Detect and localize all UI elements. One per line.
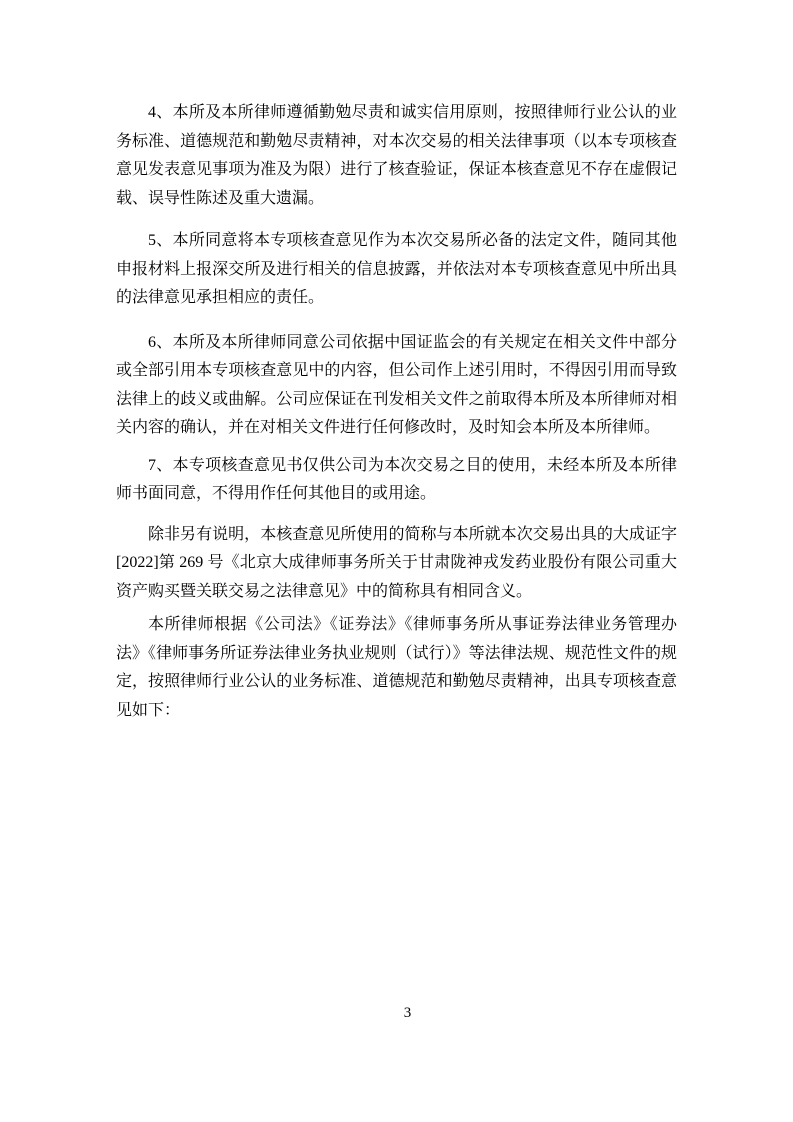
paragraph-definitions: 除非另有说明，本核查意见所使用的简称与本所就本次交易出具的大成证字[2022]第 269 号《北京大成律师事务所关于甘肃陇神戎发药业股份有限公司重大资产购买暨关联交易之法律意见》中的简称具有相同含义。 (116, 525, 677, 600)
page-number: 3 (403, 1005, 412, 1021)
paragraph-legal-basis: 本所律师根据《公司法》《证券法》《律师事务所从事证券法律业务管理办法》《律师事务所证券法律业务执业规则（试行）》等法律法规、规范性文件的规定，按照律师行业公认的业务标准、道德规范和勤勉尽责精神，出具专项核查意见如下： (116, 616, 677, 719)
paragraph-item-5: 5、本所同意将本专项核查意见作为本次交易所必备的法定文件，随同其他申报材料上报深交所及进行相关的信息披露，并依法对本专项核查意见中所出具的法律意见承担相应的责任。 (116, 232, 677, 306)
paragraph-item-6: 6、本所及本所律师同意公司依据中国证监会的有关规定在相关文件中部分或全部引用本专项核查意见中的内容，但公司作上述引用时，不得因引用而导致法律上的歧义或曲解。公司应保证在刊发相关文件之前取得本所及本所律师对相关内容的确认，并在对相关文件进行任何修改时，及时知会本所及本所律师。 (116, 333, 677, 436)
paragraph-item-7: 7、本专项核查意见书仅供公司为本次交易之目的使用，未经本所及本所律师书面同意，不得用作任何其他目的或用途。 (116, 456, 677, 502)
paragraph-item-4: 4、本所及本所律师遵循勤勉尽责和诚实信用原则，按照律师行业公认的业务标准、道德规范和勤勉尽责精神，对本次交易的相关法律事项（以本专项核查意见发表意见事项为准及为限）进行了核查验证，保证本核查意见不存在虚假记载、误导性陈述及重大遗漏。 (116, 104, 677, 207)
document-body (116, 99, 677, 725)
